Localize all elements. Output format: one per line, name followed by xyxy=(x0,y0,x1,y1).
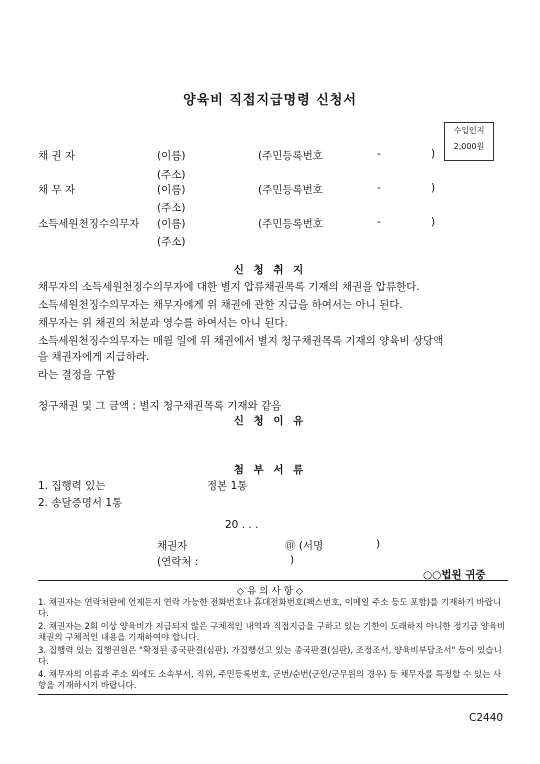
party-id: (주민등록번호 xyxy=(258,150,323,162)
contact-close: ) xyxy=(290,554,295,566)
purpose-line: 채무자는 위 채권의 처분과 영수를 하여서는 아니 된다. xyxy=(38,317,288,329)
stamp-label: 수입인지 xyxy=(453,126,485,135)
party-id: (주민등록번호 xyxy=(258,184,323,196)
purpose-line: 소득세원천징수의무자는 매월 일에 위 채권에서 별지 청구채권목록 기재의 양육비 상당액 xyxy=(38,335,444,347)
party-id-dash: - xyxy=(377,216,381,228)
attachments-heading: 첨 부 서 류 xyxy=(233,464,307,476)
note-item: 2. 채권자는 2회 이상 양육비가 지급되지 않은 구체적인 내역과 직접지급을 구하고 있는 기한이 도래하지 아니한 정기금 양육비 채권의 구체적인 내용을 기재하여야 합니다. xyxy=(38,622,506,643)
party-name: (이름) xyxy=(157,218,186,230)
document-title: 양육비 직접지급명령 신청서 xyxy=(183,93,357,108)
note-item: 3. 집행력 있는 집행권원은 "확정된 종국판결(심판), 가집행선고 있는 종국판결(심판), 조정조서, 양육비부담조서" 등이 있습니다. xyxy=(38,646,502,667)
party-role: 채 권 자 xyxy=(38,150,76,162)
court-addressee: ○○법원 귀중 xyxy=(423,569,486,581)
contact-label: (연락처 : xyxy=(157,556,199,568)
party-id-close: ) xyxy=(431,216,436,228)
signer-close: ) xyxy=(376,538,381,550)
note-item: 4. 채무자의 이름과 주소 외에도 소속부서, 직위, 주민등록번호, 군번/순번(군인/군무원의 경우) 등 채무자를 특정할 수 있는 사항을 기재하시기 바랍니다. xyxy=(38,670,502,691)
form-code: C2440 xyxy=(469,712,504,724)
party-role: 채 무 자 xyxy=(38,184,76,196)
purpose-line: 채무자의 소득세원천징수의무자에 대한 별지 압류채권목록 기재의 채권을 압류한다. xyxy=(38,281,420,293)
notes-divider xyxy=(38,580,508,581)
party-name: (이름) xyxy=(157,184,186,196)
purpose-line: 라는 결정을 구함 xyxy=(38,369,116,381)
notes-bottom-divider xyxy=(38,694,508,695)
reason-heading: 신 청 이 유 xyxy=(233,415,307,427)
purpose-line: 을 채권자에게 지급하라. xyxy=(38,351,150,363)
party-id: (주민등록번호 xyxy=(258,218,323,230)
purpose-line: 소득세원천징수의무자는 채무자에게 위 채권에 관한 지급을 하여서는 아니 된다. xyxy=(38,299,403,311)
party-id-close: ) xyxy=(431,148,436,160)
party-role: 소득세원천징수의무자 xyxy=(38,218,140,230)
stamp-amount: 2,000원 xyxy=(453,142,485,151)
notes-heading: ◇ 유 의 사 항 ◇ xyxy=(236,586,304,597)
party-name: (이름) xyxy=(157,150,186,162)
party-id-close: ) xyxy=(431,182,436,194)
attachment-copy: 정본 1통 xyxy=(207,480,248,492)
signer-seal: ㊞ (서명 xyxy=(285,540,324,552)
attachment-item: 1. 집행력 있는 xyxy=(38,480,106,492)
party-address: (주소) xyxy=(157,236,186,248)
date-line: 20 . . . xyxy=(225,519,259,531)
signer-label: 채권자 xyxy=(157,540,188,552)
claim-line: 청구채권 및 그 금액 : 별지 청구채권목록 기재와 같음 xyxy=(38,400,282,412)
attachment-item: 2. 송달증명서 1통 xyxy=(38,497,123,509)
party-id-dash: - xyxy=(377,182,381,194)
party-id-dash: - xyxy=(377,148,381,160)
party-address: (주소) xyxy=(157,202,186,214)
note-item: 1. 채권자는 연락처란에 언제든지 연락 가능한 전화번호나 휴대전화번호(팩스번호, 이메일 주소 등도 포함)를 기재하기 바랍니다. xyxy=(38,598,502,619)
purpose-heading: 신 청 취 지 xyxy=(233,264,307,276)
revenue-stamp-box xyxy=(444,122,494,161)
party-address: (주소) xyxy=(157,169,186,181)
